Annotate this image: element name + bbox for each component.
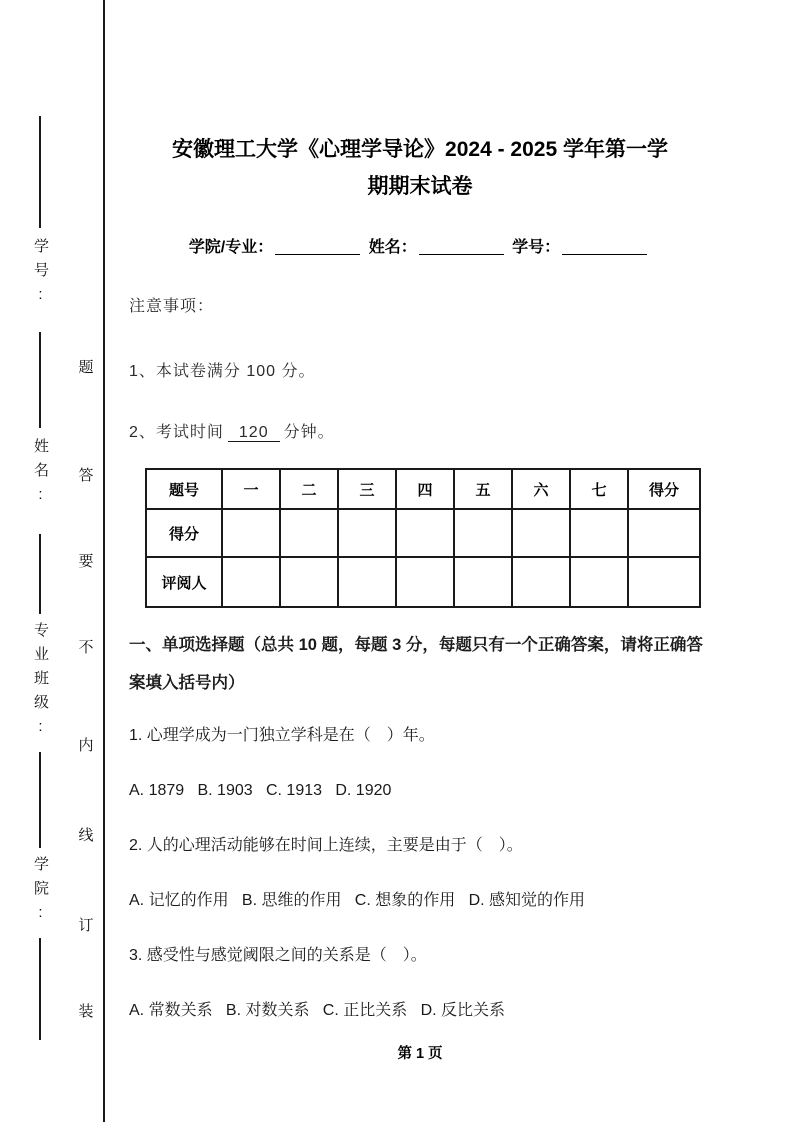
section-one-heading: 一、单项选择题（总共 10 题，每题 3 分，每题只有一个正确答案，请将正确答案填入括号内）	[129, 636, 703, 692]
sidebar-blank-line	[39, 534, 41, 614]
score-cell	[570, 557, 628, 607]
binding-char: 要	[78, 553, 94, 570]
sidebar-blank-line	[39, 938, 41, 1040]
score-cell	[570, 509, 628, 557]
score-cell	[396, 509, 454, 557]
sidebar-blank-line	[39, 752, 41, 848]
binding-char: 内	[78, 737, 94, 754]
binding-char: 线	[78, 827, 94, 844]
score-cell	[512, 509, 570, 557]
sidebar-blank-line	[39, 332, 41, 428]
score-cell	[338, 557, 396, 607]
question-3-options: A. 常数关系 B. 对数关系 C. 正比关系 D. 反比关系	[129, 1002, 506, 1019]
score-table-header-cell: 一	[222, 469, 280, 509]
name-field-label: 姓名：	[368, 239, 417, 256]
reviewer-row-label: 评阅人	[146, 557, 222, 607]
score-table-header-row	[146, 469, 700, 509]
sidebar-field-college: 学院:	[32, 856, 49, 930]
score-cell	[396, 557, 454, 607]
major-blank-line	[275, 238, 360, 255]
score-cell	[222, 557, 280, 607]
sidebar-field-major-class: 专业班级:	[32, 622, 49, 744]
notice-item-2	[129, 419, 711, 442]
score-row-label: 得分	[146, 509, 222, 557]
page-title	[129, 131, 711, 205]
score-table-score-row	[146, 509, 700, 557]
student-id-blank-line	[562, 238, 647, 255]
question-3-text: 3. 感受性与感觉阈限之间的关系是（ ）。	[129, 947, 427, 964]
score-table-header-cell: 六	[512, 469, 570, 509]
binding-char: 题	[78, 359, 94, 376]
notice-item-2-prefix: 2、考试时间	[129, 424, 224, 441]
score-table	[145, 468, 701, 608]
binding-line	[103, 0, 105, 1122]
score-table-header-cell: 得分	[628, 469, 700, 509]
main-content	[129, 0, 711, 1023]
major-field-label: 学院/专业：	[188, 239, 274, 256]
notice-heading: 注意事项：	[129, 298, 215, 315]
question-2-text: 2. 人的心理活动能够在时间上连续，主要是由于（ ）。	[129, 837, 523, 854]
score-table-header-cell: 二	[280, 469, 338, 509]
sidebar-blank-line	[39, 116, 41, 228]
student-info-row	[129, 234, 711, 257]
score-cell	[512, 557, 570, 607]
page-title-line2: 期期末试卷	[367, 175, 473, 198]
binding-char: 不	[78, 639, 94, 656]
score-table-header-cell: 七	[570, 469, 628, 509]
score-table-header-cell: 四	[396, 469, 454, 509]
score-table-header-cell: 三	[338, 469, 396, 509]
binding-char: 订	[78, 917, 94, 934]
page-number: 第 1 页	[397, 1046, 443, 1062]
name-blank-line	[419, 238, 504, 255]
question-1-options: A. 1879 B. 1903 C. 1913 D. 1920	[129, 782, 392, 799]
score-table-reviewer-row	[146, 557, 700, 607]
score-cell	[280, 557, 338, 607]
score-cell	[222, 509, 280, 557]
score-table-header-cell: 五	[454, 469, 512, 509]
notice-item-1: 1、本试卷满分 100 分。	[129, 363, 316, 380]
student-id-field-label: 学号：	[512, 239, 561, 256]
score-cell	[454, 509, 512, 557]
binding-char: 答	[78, 467, 94, 484]
sidebar-field-name: 姓名:	[32, 438, 49, 512]
question-2-options: A. 记忆的作用 B. 思维的作用 C. 想象的作用 D. 感知觉的作用	[129, 892, 586, 909]
notice-item-2-suffix: 分钟。	[283, 424, 335, 441]
score-cell	[454, 557, 512, 607]
score-cell	[628, 557, 700, 607]
notice-item-2-duration: 120	[228, 424, 280, 442]
sidebar-field-student-id: 学号:	[32, 238, 49, 312]
score-cell	[628, 509, 700, 557]
question-1-text: 1. 心理学成为一门独立学科是在（ ）年。	[129, 727, 435, 744]
score-cell	[280, 509, 338, 557]
score-table-header-cell: 题号	[146, 469, 222, 509]
page-title-line1: 安徽理工大学《心理学导论》2024 - 2025 学年第一学	[172, 138, 668, 161]
binding-char: 装	[78, 1003, 94, 1020]
score-cell	[338, 509, 396, 557]
